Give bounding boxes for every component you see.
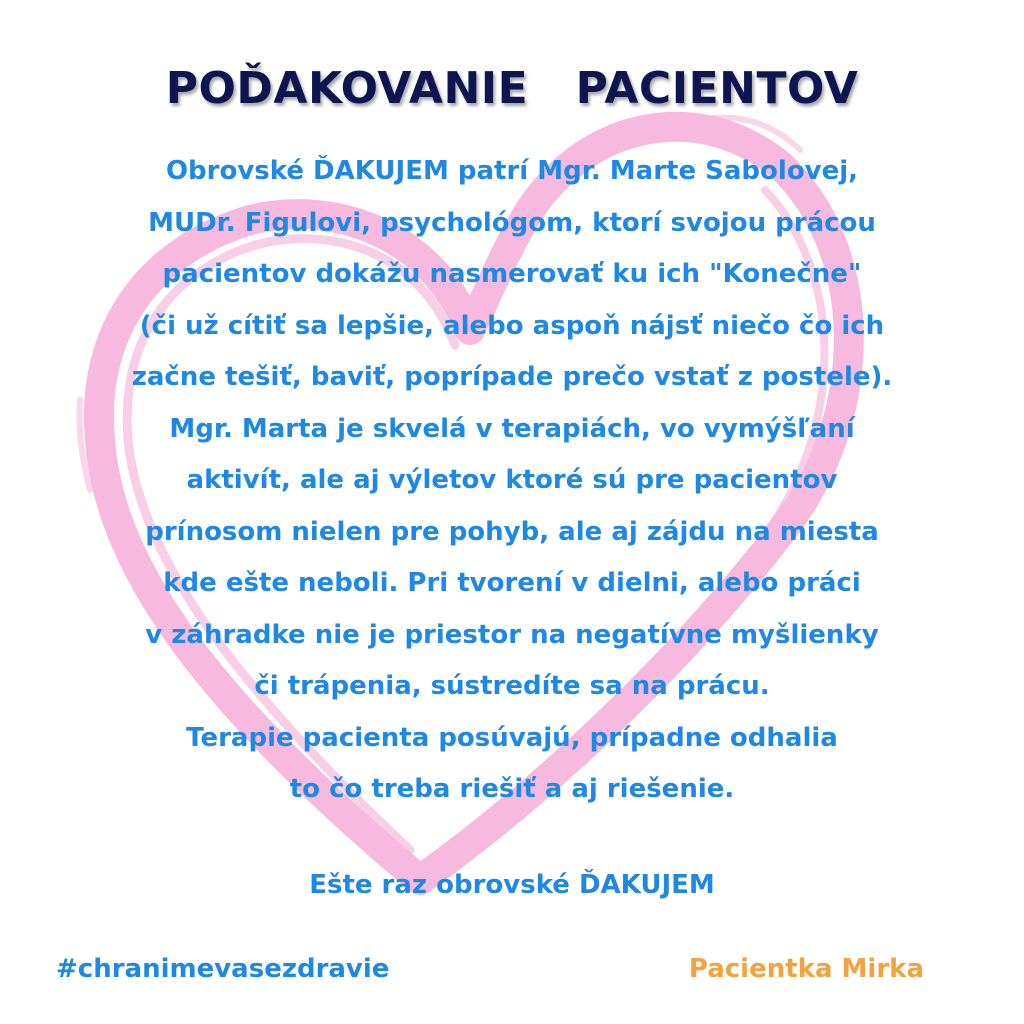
signature: Pacientka Mirka [688, 954, 924, 984]
message-line: MUDr. Figulovi, psychológom, ktorí svojou prácou [148, 207, 876, 238]
message-line: pacientov dokážu nasmerovať ku ich "Konečne" [162, 259, 862, 289]
hashtag: #chranimevasezdravie [56, 954, 390, 984]
page-title: POĎAKOVANIE PACIENTOV [165, 63, 859, 115]
message-line: to čo treba riešiť a aj riešenie. [289, 774, 735, 804]
message-line: kde ešte neboli. Pri tvorení v dielni, alebo práci [163, 568, 861, 598]
thank-you-message [40, 146, 984, 816]
message-line: (či už cítiť sa lepšie, alebo aspoň nájsť niečo čo ich [139, 310, 885, 341]
message-line: Obrovské ĎAKUJEM patrí Mgr. Marte Sabolovej, [165, 156, 859, 186]
message-line: aktivít, ale aj výletov ktoré sú pre pacientov [186, 465, 838, 495]
message-line: Terapie pacienta posúvajú, prípadne odhalia [186, 722, 838, 753]
message-line: začne tešiť, baviť, poprípade prečo vstať z postele). [131, 362, 893, 392]
message-line: v záhradke nie je priestor na negatívne myšlienky [145, 619, 879, 650]
message-line: Mgr. Marta je skvelá v terapiách, vo vymýšľaní [169, 413, 855, 444]
closing-line: Ešte raz obrovské ĎAKUJEM [309, 870, 715, 900]
message-line: či trápenia, sústredíte sa na prácu. [254, 671, 770, 701]
message-line: prínosom nielen pre pohyb, ale aj zájdu na miesta [145, 516, 879, 547]
